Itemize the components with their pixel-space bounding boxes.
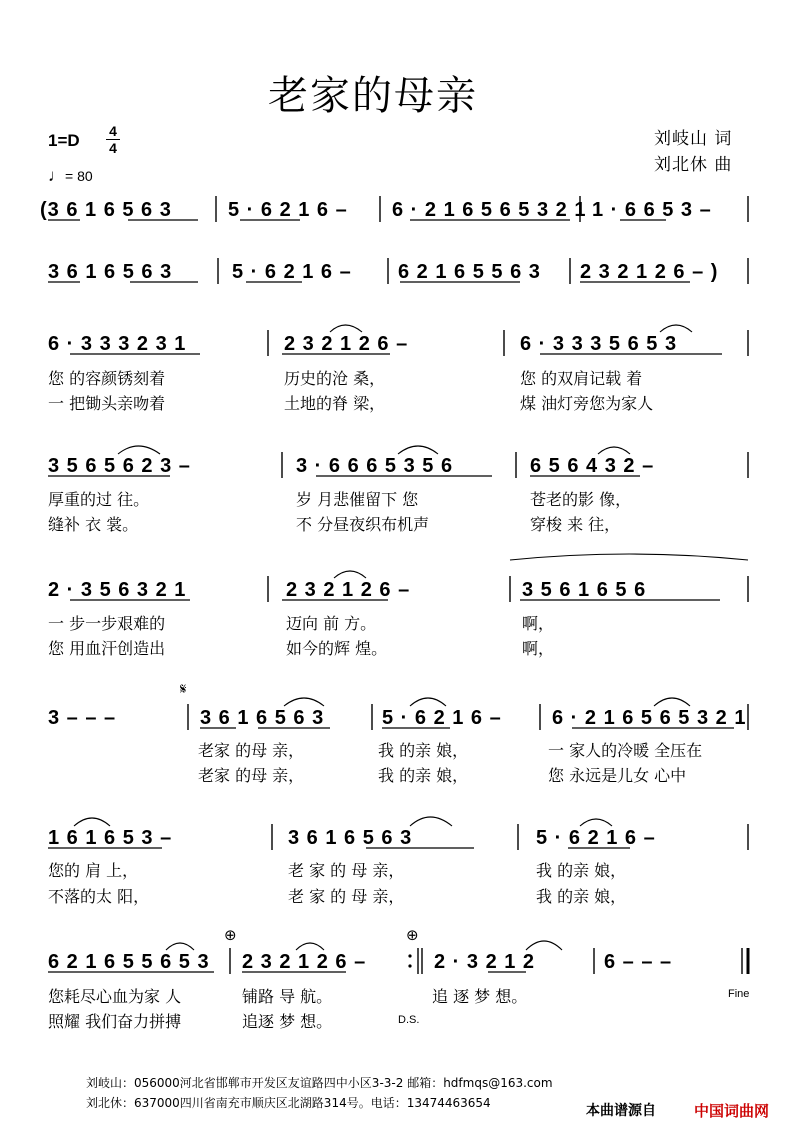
footer-contact-lyricist: 刘岐山：056000河北省邯郸市开发区友谊路四中小区3-3-2 邮箱：hdfmqs@163.com (86, 1076, 553, 1090)
ds-mark: D.S. (398, 1014, 420, 1026)
lyric-line: 缝补 衣 裳。 (48, 515, 139, 534)
lyric-line: 一 步一步艰难的 (48, 614, 166, 633)
lyric-line: 不落的太 阳， (48, 887, 150, 906)
score-measure: 5 · 6 2 1 6 – (382, 707, 502, 729)
score-measure: 2 · 3 5 6 3 2 1 (48, 579, 187, 601)
lyric-line: 岁 月悲催留下 您 (296, 490, 419, 509)
lyric-line: 我 的亲 娘， (378, 741, 469, 760)
page-title: 老家的母亲 (268, 73, 478, 119)
score-measure: 6 – – – (604, 951, 673, 973)
score-measure: 3 6 1 6 5 6 3 (200, 707, 325, 729)
score-measure: 2 3 2 1 2 6 – (284, 333, 409, 355)
score-measure: 3 5 6 1 6 5 6 (522, 579, 647, 601)
score-measure: 1 · 6 6 5 3 – (592, 199, 712, 221)
score-measure: 5 · 6 2 1 6 – (536, 827, 656, 849)
fine-mark: Fine (728, 988, 750, 1000)
lyric-line: 土地的脊 梁， (284, 394, 386, 413)
lyric-line: 我 的亲 娘， (378, 766, 469, 785)
score-measure: 6 · 3 3 3 5 6 5 3 (520, 333, 678, 355)
score-measure: 3 – – – (48, 707, 117, 729)
score-measure: 6 2 1 6 5 5 6 5 3 (48, 951, 210, 973)
lyric-line: 啊， (522, 639, 555, 658)
lyric-line: 老家 的母 亲， (198, 741, 305, 760)
key-signature: 1=D (48, 131, 80, 150)
score-measure: 3 6 1 6 5 6 3 (48, 261, 173, 283)
score-measure: 3 6 1 6 5 6 3 (288, 827, 413, 849)
score-measure: 1 6 1 6 5 3 – (48, 827, 173, 849)
lyric-line: 煤 油灯旁您为家人 (520, 394, 654, 413)
lyric-line: 您 永远是儿女 心中 (548, 766, 687, 785)
quarter-note-icon: ♩ (48, 166, 65, 185)
lyric-line: 苍老的影 像， (530, 490, 632, 509)
lyric-line: 您的 肩 上， (48, 861, 139, 880)
lyric-line: 追 逐 梦 想。 (432, 987, 528, 1006)
lyric-line: 铺路 导 航。 (242, 987, 333, 1006)
score-measure: 2 · 3 2 1 2 (434, 951, 536, 973)
score-measure: 6 2 1 6 5 5 6 3 (398, 261, 541, 283)
lyric-line: 您耗尽心血为家 人 (48, 987, 182, 1006)
time-signature (106, 124, 120, 155)
lyric-line: 您 的双肩记载 着 (520, 369, 643, 388)
segno-icon: 𝄋 (180, 680, 187, 698)
lyric-line: 您 用血汗创造出 (48, 639, 166, 658)
score-measure: 3 · 6 6 6 5 3 5 6 (296, 455, 454, 477)
lyric-line: 我 的亲 娘， (536, 887, 627, 906)
score-measure: 6 · 2 1 6 5 6 5 3 2 1 (552, 707, 747, 729)
lyric-line: 如今的辉 煌。 (286, 639, 388, 658)
score-measure: 2 3 2 1 2 6 – ) (580, 261, 719, 283)
lyric-line: 一 把锄头亲吻着 (48, 394, 166, 413)
composer-credit: 刘北休 曲 (654, 155, 733, 175)
lyric-line: 不 分昼夜织布机声 (296, 515, 430, 534)
footer-contact-composer: 刘北休：637000四川省南充市顺庆区北湖路314号。电话：13474463654 (86, 1096, 491, 1110)
site-brand-link[interactable]: 中国词曲网 (694, 1102, 770, 1120)
coda-icon: ⊕ (406, 926, 419, 944)
lyric-line: 追逐 梦 想。 (242, 1012, 333, 1031)
lyric-line: 厚重的过 往。 (48, 490, 150, 509)
lyric-line: 啊， (522, 614, 555, 633)
lyric-line: 照耀 我们奋力拼搏 (48, 1012, 182, 1031)
lyric-line: 穿梭 来 往， (530, 515, 621, 534)
lyricist-credit: 刘岐山 词 (654, 129, 733, 149)
time-signature-top: 4 (109, 123, 117, 139)
tempo-value: = 80 (65, 168, 93, 184)
time-signature-bottom: 4 (109, 140, 117, 156)
score-measure: 6 · 2 1 6 5 6 5 3 2 1 (392, 199, 587, 221)
lyric-line: 一 家人的冷暖 全压在 (548, 741, 703, 760)
score-measure: 6 5 6 4 3 2 – (530, 455, 655, 477)
score-measure: 5 · 6 2 1 6 – (232, 261, 352, 283)
lyric-line: 迈向 前 方。 (286, 614, 377, 633)
lyric-line: 您 的容颜锈刻着 (48, 369, 166, 388)
source-label: 本曲谱源自 (586, 1103, 656, 1119)
tempo-marking (48, 166, 93, 186)
lyric-line: 老 家 的 母 亲， (288, 861, 405, 880)
lyric-line: 历史的沧 桑， (284, 369, 386, 388)
score-measure: 2 3 2 1 2 6 – (286, 579, 411, 601)
score-measure: 2 3 2 1 2 6 – (242, 951, 367, 973)
lyric-line: 老 家 的 母 亲， (288, 887, 405, 906)
score-measure: 5 · 6 2 1 6 – (228, 199, 348, 221)
lyric-line: 我 的亲 娘， (536, 861, 627, 880)
lyric-line: 老家 的母 亲， (198, 766, 305, 785)
score-measure: 6 · 3 3 3 2 3 1 (48, 333, 187, 355)
score-measure: 3 5 6 5 6 2 3 – (48, 455, 191, 477)
coda-icon: ⊕ (224, 926, 237, 944)
score-measure: (3 6 1 6 5 6 3 (40, 199, 172, 221)
